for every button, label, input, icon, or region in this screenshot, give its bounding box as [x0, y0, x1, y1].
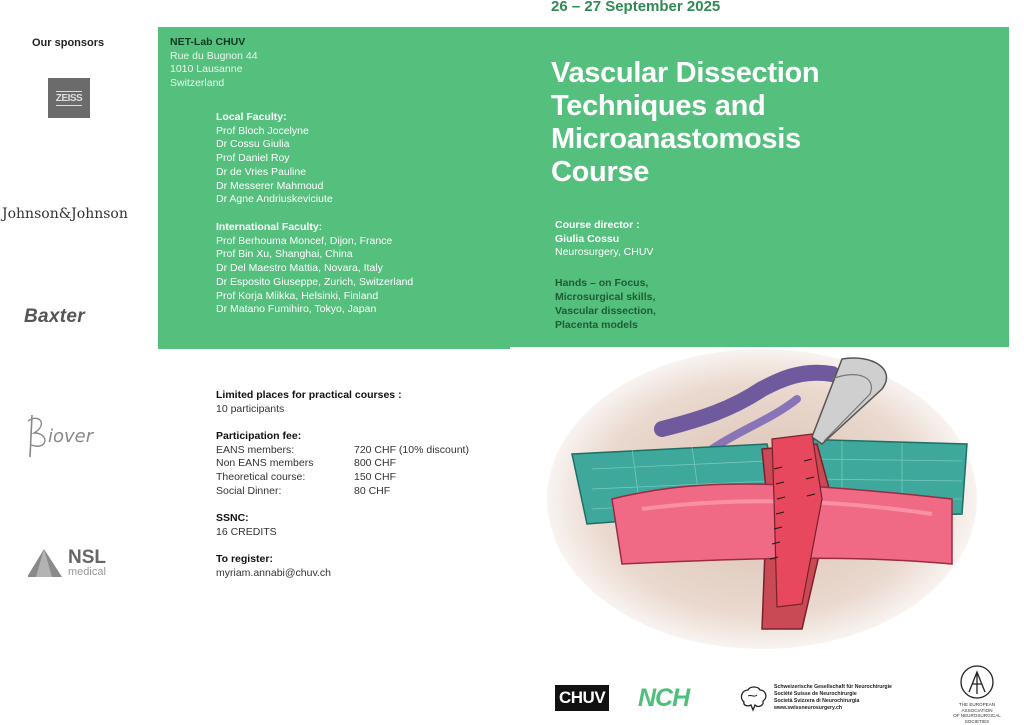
- eans-logo: [943, 664, 1011, 724]
- registration-info: [216, 553, 331, 580]
- places-heading: Limited places for practical courses :: [216, 389, 402, 401]
- international-faculty-list: [216, 221, 413, 317]
- course-title: [551, 57, 991, 189]
- chuv-logo: [555, 683, 623, 713]
- venue-line: Rue du Bugnon 44: [170, 49, 258, 62]
- baxter-logo: Baxter: [24, 306, 85, 327]
- eans-emblem-icon: [959, 664, 995, 700]
- course-director: [555, 219, 653, 260]
- faculty-member: Prof Korja Miikka, Helsinki, Finland: [216, 289, 379, 302]
- international-faculty-heading: International Faculty:: [216, 221, 323, 233]
- fee-label: Theoretical course:: [216, 471, 306, 484]
- course-title-line: Microanastomosis: [551, 123, 801, 155]
- fee-label: Social Dinner:: [216, 484, 282, 497]
- nsl-logo-text: NSL: [68, 547, 106, 568]
- zeiss-logo: [48, 78, 90, 118]
- venue-address: [170, 36, 258, 90]
- chuv-logo-text: CHUV: [555, 685, 609, 711]
- fee-heading: Participation fee:: [216, 430, 302, 442]
- fee-row: [216, 457, 469, 471]
- nsl-triangle-icon: [28, 548, 64, 578]
- fee-value: 80 CHF: [354, 484, 391, 497]
- ssnc-credits: [216, 512, 277, 539]
- director-name: Giulia Cossu: [555, 232, 620, 245]
- places-value: 10 participants: [216, 402, 285, 415]
- course-title-line: Techniques and: [551, 90, 766, 122]
- local-faculty-list: [216, 111, 333, 207]
- faculty-member: Prof Berhouma Moncef, Dijon, France: [216, 234, 393, 247]
- nsl-logo-subtext: medical: [68, 566, 106, 578]
- fee-row: [216, 485, 469, 499]
- microanastomosis-illustration: [512, 349, 1012, 649]
- fee-label: Non EANS members: [216, 457, 314, 470]
- fee-row: [216, 471, 469, 485]
- focus-item: Microsurgical skills,: [555, 291, 656, 303]
- faculty-member: Prof Bin Xu, Shanghai, China: [216, 248, 353, 261]
- eans-line: THE EUROPEAN ASSOCIATION: [958, 702, 996, 713]
- ssn-line: Schweizerische Gesellschaft für Neurochirurgie: [774, 684, 892, 690]
- johnson-and-johnson-logo: Johnson&Johnson: [2, 206, 128, 222]
- fee-row: [216, 444, 469, 458]
- faculty-member: Dr Agne Andriuskeviciute: [216, 193, 333, 206]
- fee-value: 150 CHF: [354, 471, 397, 484]
- course-focus: [555, 276, 656, 332]
- register-email[interactable]: myriam.annabi@chuv.ch: [216, 566, 331, 579]
- brain-icon: [738, 684, 768, 712]
- focus-item: Hands – on Focus,: [555, 277, 649, 289]
- fee-value: 800 CHF: [354, 457, 397, 470]
- register-heading: To register:: [216, 553, 273, 565]
- swiss-neurosurgery-logo: [738, 684, 892, 712]
- venue-line: Switzerland: [170, 76, 225, 89]
- nsl-medical-logo: [28, 546, 118, 580]
- focus-item: Placenta models: [555, 319, 638, 331]
- nch-logo: NCH: [638, 684, 690, 712]
- director-label: Course director :: [555, 219, 640, 231]
- faculty-member: Dr Del Maestro Mattia, Novara, Italy: [216, 262, 383, 275]
- fee-label: EANS members:: [216, 443, 295, 456]
- fee-value: 720 CHF (10% discount): [354, 443, 469, 456]
- faculty-member: Dr Esposito Giuseppe, Zurich, Switzerland: [216, 275, 414, 288]
- faculty-member: Dr Matano Fumihiro, Tokyo, Japan: [216, 303, 377, 316]
- course-title-line: Course: [551, 156, 650, 188]
- sponsors-heading: Our sponsors: [32, 37, 105, 49]
- faculty-member: Dr Messerer Mahmoud: [216, 179, 324, 192]
- ssn-url[interactable]: www.swissneurosurgery.ch: [774, 705, 843, 711]
- course-date: 26 – 27 September 2025: [551, 0, 721, 15]
- course-title-line: Vascular Dissection: [551, 57, 820, 89]
- director-department: Neurosurgery, CHUV: [555, 246, 654, 258]
- biover-logo-text: iover: [48, 425, 94, 447]
- ssn-line: Società Svizzera di Neurochirurgia: [774, 698, 860, 704]
- local-faculty-heading: Local Faculty:: [216, 111, 287, 123]
- eans-line: OF NEUROSURGICAL SOCIETIES: [953, 713, 1001, 724]
- zeiss-logo-text: ZEISS: [55, 92, 83, 104]
- ssnc-value: 16 CREDITS: [216, 525, 277, 538]
- biover-mark-icon: [26, 411, 48, 461]
- biover-logo: [26, 410, 116, 462]
- faculty-member: Prof Bloch Jocelyne: [216, 124, 309, 137]
- venue-name: NET-Lab CHUV: [170, 36, 246, 48]
- focus-item: Vascular dissection,: [555, 305, 656, 317]
- ssn-line: Société Suisse de Neurochirurgie: [774, 691, 857, 697]
- venue-line: 1010 Lausanne: [170, 63, 243, 75]
- faculty-member: Dr Cossu Giulia: [216, 138, 290, 151]
- faculty-member: Dr de Vries Pauline: [216, 165, 307, 178]
- participation-fee: [216, 430, 469, 499]
- faculty-member: Prof Daniel Roy: [216, 152, 290, 165]
- places-info: [216, 389, 402, 416]
- ssnc-heading: SSNC:: [216, 512, 249, 524]
